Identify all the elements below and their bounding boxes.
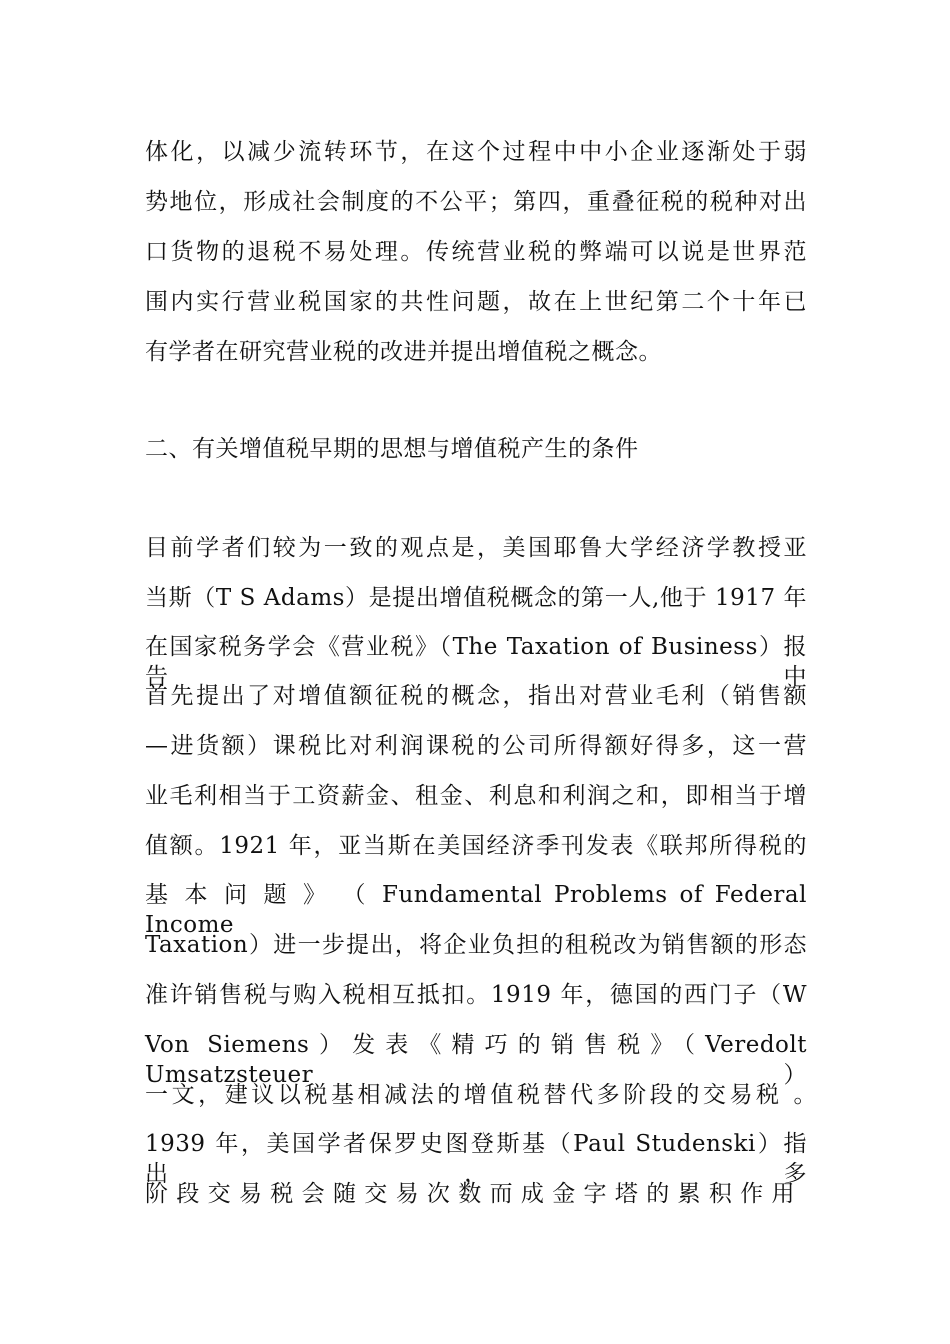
paragraph-1-line-2: 势地位，形成社会制度的不公平；第四，重叠征税的税种对出 [145, 189, 807, 215]
paragraph-2-line-8: 基 本 问 题 》 （ Fundamental Problems of Federal Income [145, 882, 807, 938]
paragraph-1-line-4: 围内实行营业税国家的共性问题，故在上世纪第二个十年已 [145, 289, 807, 315]
paragraph-2-line-13: 1939 年，美国学者保罗史图登斯基（Paul Studenski）指出，多 [145, 1131, 807, 1187]
paragraph-2-line-1: 目前学者们较为一致的观点是，美国耶鲁大学经济学教授亚 [145, 535, 807, 561]
paragraph-2-line-4: 首先提出了对增值额征税的概念，指出对营业毛利（销售额 [145, 683, 807, 709]
paragraph-2-line-11: Von Siemens）发表《精巧的销售税》（Veredolt Umsatzsteuer） [145, 1032, 807, 1088]
section-heading: 二、有关增值税早期的思想与增值税产生的条件 [145, 436, 639, 462]
paragraph-2-line-12: 一文，建议以税基相减法的增值税替代多阶段的交易税 。 [145, 1082, 817, 1108]
paragraph-2-line-7: 值额。1921 年，亚当斯在美国经济季刊发表《联邦所得税的 [145, 833, 807, 859]
paragraph-1-line-5: 有学者在研究营业税的改进并提出增值税之概念。 [145, 339, 662, 365]
paragraph-1-line-1: 体化，以减少流转环节，在这个过程中中小企业逐渐处于弱 [145, 139, 807, 165]
paragraph-2-line-9: Taxation）进一步提出，将企业负担的租税改为销售额的形态 [145, 932, 807, 958]
paragraph-1-line-3: 口货物的退税不易处理。传统营业税的弊端可以说是世界范 [145, 239, 807, 265]
paragraph-2-line-6: 业毛利相当于工资薪金、租金、利息和利润之和，即相当于增 [145, 783, 807, 809]
paragraph-2-line-3: 在国家税务学会《营业税》（The Taxation of Business）报告中 [145, 634, 807, 690]
paragraph-2-line-5: —进货额）课税比对利润课税的公司所得额好得多，这一营 [145, 733, 807, 759]
paragraph-2-line-2: 当斯（T S Adams）是提出增值税概念的第一人,他于 1917 年 [145, 585, 807, 611]
paragraph-2-line-10: 准许销售税与购入税相互抵扣。1919 年，德国的西门子（W [145, 982, 807, 1008]
paragraph-2-line-14: 阶 段 交 易 税 会 随 交 易 次 数 而 成 金 字 塔 的 累 积 作 用 [145, 1181, 795, 1207]
